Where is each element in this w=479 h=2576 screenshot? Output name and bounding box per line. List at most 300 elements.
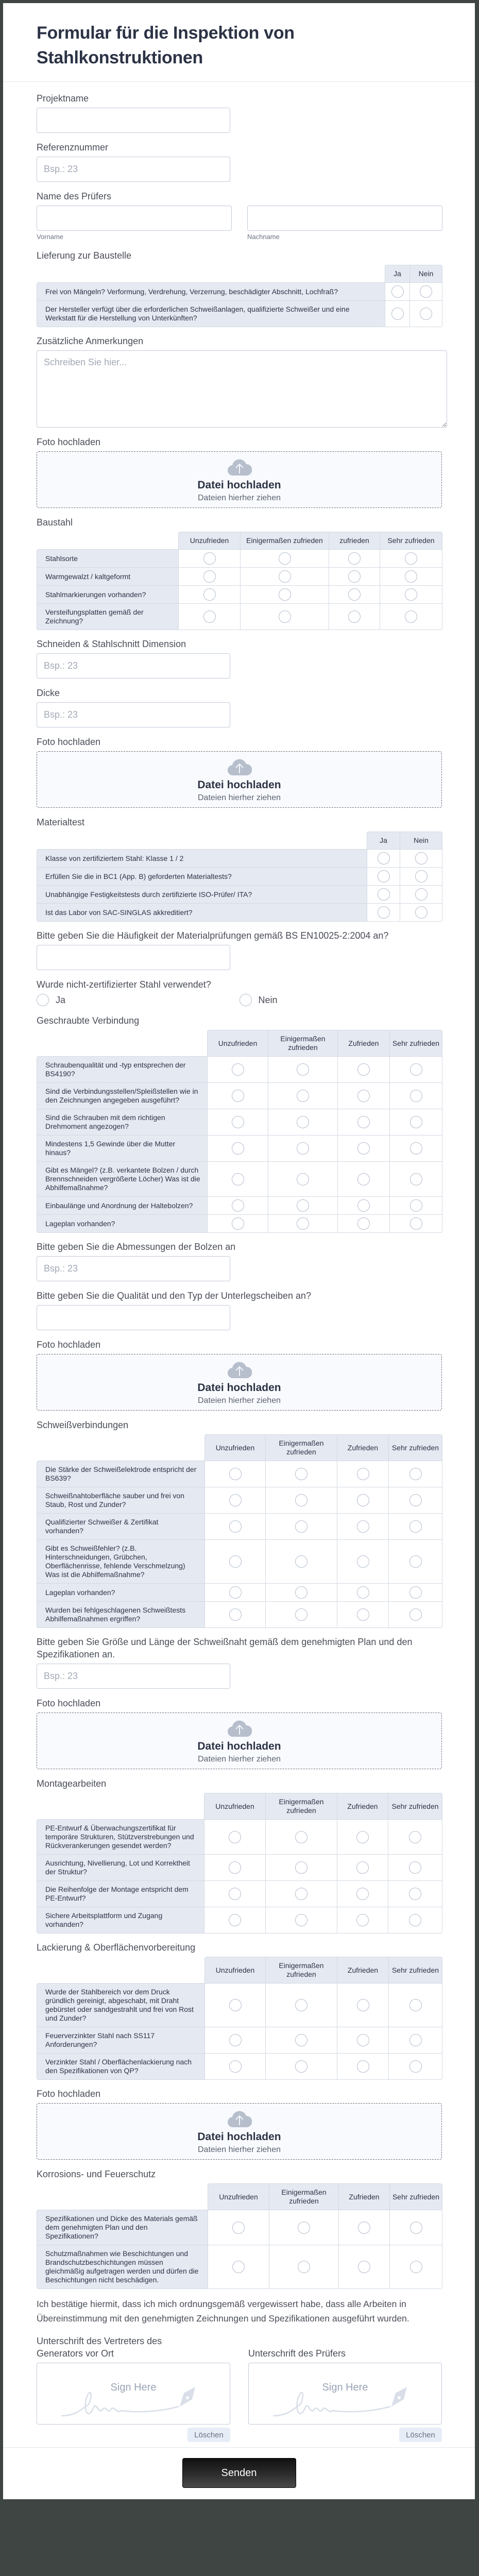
clear-signature-button[interactable]: Löschen (187, 2428, 230, 2442)
matrix-radio[interactable] (295, 1861, 307, 1874)
matrix-radio[interactable] (279, 588, 291, 601)
dicke-label: Dicke (37, 688, 60, 698)
dicke-field (37, 687, 442, 727)
matrix-radio[interactable] (358, 2222, 370, 2234)
matrix-cell (207, 1135, 268, 1162)
matrix-radio[interactable] (295, 1520, 307, 1533)
matrix-cell (204, 1539, 266, 1584)
matrix-radio[interactable] (357, 1142, 370, 1155)
matrix-row-label: Die Stärke der Schweißelektrode entspricht der BS639? (37, 1461, 205, 1487)
matrix-radio[interactable] (232, 1142, 244, 1155)
matrix-cell (367, 867, 400, 886)
matrix-radio[interactable] (229, 1608, 242, 1621)
matrix-radio[interactable] (203, 552, 216, 565)
montage-field (37, 1777, 442, 1933)
matrix-cell (388, 1880, 442, 1907)
matrix-cell (265, 1907, 337, 1934)
schweissnaht-label: Bitte geben Sie Größe und Länge der Schweißnaht gemäß dem genehmigten Plan und den Spezifikationen an. (37, 1637, 413, 1659)
matrix-row-label: Einbaulänge und Anordnung der Haltebolzen? (37, 1196, 208, 1215)
matrix-row-label: Die Reihenfolge der Montage entspricht dem PE-Entwurf? (37, 1880, 204, 1907)
matrix-radio[interactable] (356, 1888, 369, 1900)
referenznummer-input[interactable] (37, 157, 230, 182)
matrix-radio[interactable] (378, 870, 390, 883)
matrix-cell (265, 1880, 337, 1907)
matrix-cell (388, 2053, 442, 2080)
matrix-row-label: Gibt es Mängel? (z.B. verkantete Bolzen / durch Brennschneiden vergrößerte Löcher) Was ist die Abhilfemaßnahme? (37, 1161, 208, 1197)
form-card (3, 3, 475, 2499)
matrix-row-label: PE-Entwurf & Überwachungszertifikat für temporäre Strukturen, Stützverstrebungen und Rückverankerungen gesendet werden? (37, 1819, 204, 1855)
matrix-radio[interactable] (409, 2034, 422, 2046)
matrix-radio[interactable] (232, 1173, 244, 1185)
matrix-radio[interactable] (229, 2034, 242, 2046)
matrix-cell (265, 1513, 337, 1540)
matrix-cell (389, 1196, 442, 1215)
matrix-cell (409, 300, 442, 327)
matrix-cell (329, 585, 380, 604)
haeufigkeit-label: Bitte geben Sie die Häufigkeit der Materialprüfungen gemäß BS EN10025-2:2004 an? (37, 930, 389, 941)
matrix-column-header: Nein (400, 832, 442, 850)
unterlegscheiben-input[interactable] (37, 1305, 230, 1330)
matrix-cell (388, 1539, 442, 1584)
matrix-radio[interactable] (229, 1555, 242, 1568)
foto-upload-field (37, 2088, 442, 2160)
submit-button[interactable]: Senden (182, 2458, 296, 2488)
matrix-cell (240, 567, 329, 586)
matrix-row-label: Frei von Mängeln? Verformung, Verdrehung, Verzerrung, beschädigter Abschnitt, Lochfraß? (37, 282, 385, 301)
matrix-cell (207, 1161, 268, 1197)
unterlegscheiben-label: Bitte geben Sie die Qualität und den Typ der Unterlegscheiben an? (37, 1291, 312, 1301)
matrix-radio[interactable] (297, 1173, 309, 1185)
matrix-cell (338, 2210, 390, 2245)
matrix-radio[interactable] (415, 852, 427, 865)
matrix-row-label: Schraubenqualität und -typ entsprechen der BS4190? (37, 1056, 208, 1083)
matrix-radio[interactable] (409, 1494, 422, 1506)
matrix-column-header: Zufrieden (337, 1793, 388, 1820)
matrix-radio[interactable] (405, 611, 417, 623)
matrix-radio[interactable] (232, 1090, 244, 1102)
matrix-cell (204, 1907, 266, 1934)
matrix-radio[interactable] (409, 1888, 421, 1900)
matrix-radio[interactable] (229, 1861, 241, 1874)
upload-hint: Dateien hierher ziehen (198, 1396, 281, 1405)
matrix-radio[interactable] (410, 1217, 422, 1230)
materialtest-matrix (37, 832, 442, 921)
file-upload-dropzone[interactable] (37, 451, 442, 508)
matrix-radio[interactable] (295, 1888, 307, 1900)
matrix-cell (265, 1983, 337, 2027)
matrix-row-label: Verzinkter Stahl / Oberflächenlackierung nach den Spezifikationen von QP? (37, 2053, 205, 2080)
schneiden-label: Schneiden & Stahlschnitt Dimension (37, 639, 186, 649)
upload-title: Datei hochladen (197, 479, 281, 491)
matrix-radio[interactable] (409, 1999, 422, 2011)
matrix-cell (389, 1109, 442, 1136)
matrix-cell (268, 1056, 338, 1083)
matrix-cell (388, 1854, 442, 1881)
matrix-radio[interactable] (357, 1999, 369, 2011)
matrix-cell (204, 1513, 266, 1540)
matrix-radio[interactable] (357, 1063, 370, 1076)
file-upload-dropzone[interactable] (37, 2103, 442, 2160)
signature-pad-vertreter[interactable] (37, 2363, 230, 2425)
matrix-radio[interactable] (297, 1116, 309, 1128)
matrix-corner (37, 1793, 204, 1819)
matrix-radio[interactable] (203, 611, 216, 623)
referenznummer-field (37, 141, 442, 182)
projektname-label: Projektname (37, 93, 89, 104)
matrix-radio[interactable] (405, 552, 417, 565)
matrix-cell (207, 1056, 268, 1083)
matrix-row-label: Unabhängige Festigkeitstests durch zertifizierte ISO-Prüfer/ ITA? (37, 885, 367, 904)
matrix-radio[interactable] (356, 1914, 369, 1926)
matrix-column-header: Zufrieden (338, 2183, 390, 2210)
matrix-radio[interactable] (405, 588, 417, 601)
matrix-cell (367, 849, 400, 868)
matrix-radio[interactable] (232, 2261, 245, 2273)
projektname-input[interactable] (37, 108, 230, 133)
matrix-cell (329, 567, 380, 586)
first-name-sublabel: Vorname (37, 233, 64, 241)
upload-title: Datei hochladen (197, 779, 281, 791)
matrix-cell (389, 1135, 442, 1162)
matrix-cell (409, 282, 442, 301)
clear-signature-button[interactable]: Löschen (399, 2428, 442, 2442)
file-upload-dropzone[interactable] (37, 1713, 442, 1769)
matrix-cell (265, 1854, 337, 1881)
matrix-column-header: Einigermaßen zufrieden (265, 1957, 337, 1984)
matrix-corner (37, 1434, 204, 1461)
matrix-radio[interactable] (410, 1199, 422, 1212)
matrix-radio[interactable] (348, 611, 361, 623)
matrix-column-header: Unzufrieden (204, 1434, 266, 1461)
matrix-cell (337, 1196, 390, 1215)
matrix-cell (204, 1854, 266, 1881)
upload-hint: Dateien hierher ziehen (198, 2145, 281, 2154)
matrix-radio[interactable] (420, 285, 432, 298)
matrix-row-label: Ist das Labor von SAC-SINGLAS akkreditiert? (37, 903, 367, 922)
matrix-radio[interactable] (295, 1494, 307, 1506)
signature-row (37, 2335, 442, 2442)
matrix-radio[interactable] (357, 1555, 369, 1568)
matrix-radio[interactable] (409, 1555, 422, 1568)
matrix-radio[interactable] (357, 1173, 370, 1185)
matrix-cell (389, 2210, 442, 2245)
matrix-radio[interactable] (232, 1199, 244, 1212)
matrix-radio[interactable] (409, 1586, 422, 1599)
matrix-radio[interactable] (409, 2060, 422, 2073)
materialtest-label: Materialtest (37, 817, 85, 827)
matrix-cell (337, 1907, 388, 1934)
matrix-cell (337, 1513, 389, 1540)
geschraubt-matrix (37, 1030, 442, 1232)
matrix-radio[interactable] (295, 1914, 307, 1926)
matrix-column-header: Zufrieden (337, 1030, 390, 1057)
matrix-row-label: Schweißnahtoberfläche sauber und frei von Staub, Rost und Zunder? (37, 1487, 205, 1514)
matrix-cell (265, 1461, 337, 1487)
matrix-radio[interactable] (295, 1831, 307, 1843)
matrix-row-label: Feuerverzinkter Stahl nach SS117 Anforderungen? (37, 2027, 205, 2054)
matrix-radio[interactable] (229, 1586, 242, 1599)
matrix-radio[interactable] (409, 1914, 421, 1926)
matrix-cell (337, 1109, 390, 1136)
matrix-radio[interactable] (357, 1217, 370, 1230)
form-footer (3, 2447, 475, 2499)
matrix-cell (380, 567, 442, 586)
matrix-radio[interactable] (357, 1116, 370, 1128)
file-upload-dropzone[interactable] (37, 751, 442, 808)
matrix-radio[interactable] (229, 1888, 241, 1900)
matrix-cell (338, 2245, 390, 2289)
geschraubt-label: Geschraubte Verbindung (37, 1015, 140, 1026)
matrix-radio[interactable] (297, 1090, 309, 1102)
signature-pad-pruefer[interactable] (248, 2363, 442, 2425)
matrix-cell (208, 2245, 269, 2289)
geschraubt-field (37, 1014, 442, 1232)
last-name-sublabel: Nachname (247, 233, 280, 241)
matrix-radio[interactable] (391, 285, 404, 298)
korrosion-matrix (37, 2183, 442, 2289)
matrix-row-label: Gibt es Schweißfehler? (z.B. Hinterschneidungen, Grübchen, Oberflächenrisse, fehlende Verschmelzung) Was ist die Abhilfemaßnahme? (37, 1539, 205, 1584)
matrix-radio[interactable] (410, 1116, 422, 1128)
radio-button[interactable] (239, 994, 252, 1006)
matrix-cell (337, 2053, 389, 2080)
matrix-radio[interactable] (391, 308, 404, 320)
signature-pen-icon (272, 2384, 421, 2420)
matrix-radio[interactable] (378, 852, 390, 865)
matrix-radio[interactable] (232, 1116, 244, 1128)
matrix-cell (337, 1082, 390, 1109)
matrix-radio[interactable] (357, 2060, 369, 2073)
matrix-radio[interactable] (405, 570, 417, 583)
schweissnaht-field (37, 1636, 442, 1689)
matrix-radio[interactable] (415, 870, 427, 883)
matrix-column-header: Einigermaßen zufrieden (265, 1793, 337, 1820)
matrix-radio[interactable] (357, 1586, 369, 1599)
dicke-input[interactable] (37, 702, 230, 727)
lieferung-matrix (37, 265, 442, 327)
matrix-radio[interactable] (357, 2034, 369, 2046)
matrix-radio[interactable] (378, 888, 390, 901)
matrix-radio[interactable] (357, 1520, 369, 1533)
matrix-cell (269, 2245, 339, 2289)
matrix-column-header: Unzufrieden (204, 1793, 266, 1820)
matrix-cell (269, 2210, 339, 2245)
matrix-radio[interactable] (410, 2222, 422, 2234)
schweiss-field (37, 1419, 442, 1628)
matrix-row-label: Sind die Schrauben mit dem richtigen Drehmoment angezogen? (37, 1109, 208, 1136)
matrix-radio[interactable] (295, 1999, 307, 2011)
matrix-cell (178, 603, 241, 630)
matrix-radio[interactable] (357, 1090, 370, 1102)
matrix-row-label: Erfüllen Sie die in BC1 (App. B) geforderten Materialtests? (37, 867, 367, 886)
schneiden-input[interactable] (37, 653, 230, 679)
matrix-cell (388, 1601, 442, 1628)
matrix-cell (380, 603, 442, 630)
last-name-input[interactable] (247, 206, 442, 231)
baustahl-label: Baustahl (37, 517, 73, 528)
matrix-radio[interactable] (279, 611, 291, 623)
matrix-column-header: Zufrieden (337, 1434, 389, 1461)
matrix-radio[interactable] (232, 1217, 244, 1230)
matrix-column-header: Einigermaßen zufrieden (265, 1434, 337, 1461)
matrix-cell (388, 1513, 442, 1540)
matrix-column-header: Einigermaßen zufrieden (268, 1030, 338, 1057)
matrix-radio[interactable] (295, 2060, 307, 2073)
schweiss-label: Schweißverbindungen (37, 1420, 129, 1430)
first-name-input[interactable] (37, 206, 232, 231)
matrix-radio[interactable] (409, 1608, 422, 1621)
matrix-radio[interactable] (279, 552, 291, 565)
matrix-cell (385, 282, 410, 301)
matrix-cell (400, 867, 442, 886)
matrix-cell (268, 1082, 338, 1109)
signature-vertreter-label: Unterschrift des Vertreters des Generators vor Ort (37, 2336, 162, 2359)
matrix-cell (265, 1819, 337, 1855)
form-title: Formular für die Inspektion von Stahlkonstruktionen (37, 23, 295, 67)
matrix-row-label: Lageplan vorhanden? (37, 1214, 208, 1233)
anmerkungen-textarea[interactable] (37, 350, 447, 428)
matrix-cell (207, 1082, 268, 1109)
matrix-radio[interactable] (356, 1861, 369, 1874)
lackierung-matrix (37, 1957, 442, 2079)
matrix-cell (240, 603, 329, 630)
sign-here-placeholder: Sign Here (322, 2382, 368, 2393)
upload-title: Datei hochladen (197, 2131, 281, 2143)
schneiden-field (37, 638, 442, 679)
matrix-radio[interactable] (409, 1520, 422, 1533)
matrix-radio[interactable] (229, 1914, 241, 1926)
matrix-cell (178, 585, 241, 604)
matrix-column-header: zufrieden (329, 532, 380, 550)
file-upload-dropzone[interactable] (37, 1354, 442, 1411)
matrix-row-label: Stahlmarkierungen vorhanden? (37, 585, 179, 604)
matrix-radio[interactable] (348, 552, 361, 565)
matrix-radio[interactable] (378, 906, 390, 919)
matrix-row-label: Sichere Arbeitsplattform und Zugang vorhanden? (37, 1907, 204, 1934)
anmerkungen-label: Zusätzliche Anmerkungen (37, 336, 144, 346)
matrix-corner (37, 532, 178, 549)
radio-option-ja[interactable] (37, 994, 239, 1006)
matrix-radio[interactable] (357, 1494, 369, 1506)
matrix-radio[interactable] (410, 1063, 422, 1076)
matrix-column-header: Unzufrieden (207, 1030, 268, 1057)
matrix-radio[interactable] (410, 1173, 422, 1185)
matrix-corner (37, 1957, 204, 1983)
matrix-cell (204, 2053, 266, 2080)
matrix-cell (207, 1109, 268, 1136)
matrix-radio[interactable] (295, 1586, 307, 1599)
matrix-radio[interactable] (295, 1608, 307, 1621)
matrix-radio[interactable] (229, 1520, 242, 1533)
matrix-cell (400, 849, 442, 868)
cloud-upload-icon (227, 758, 252, 776)
radio-button[interactable] (37, 994, 49, 1006)
matrix-radio[interactable] (420, 308, 432, 320)
matrix-cell (268, 1214, 338, 1233)
matrix-radio[interactable] (356, 1831, 369, 1843)
matrix-radio[interactable] (409, 1831, 421, 1843)
haeufigkeit-input[interactable] (37, 945, 230, 970)
matrix-radio[interactable] (295, 1555, 307, 1568)
matrix-column-header: Zufrieden (337, 1957, 389, 1984)
matrix-radio[interactable] (229, 1494, 242, 1506)
cloud-upload-icon (227, 2110, 252, 2128)
matrix-cell (337, 1135, 390, 1162)
matrix-radio[interactable] (415, 906, 427, 919)
confirmation-text: Ich bestätige hiermit, dass ich mich ordnungsgemäß vergewissert habe, dass alle Arbeiten in Übereinstimmung mit den genehmigten Zeichnungen und Spezifikationen ausgeführt wurden. (37, 2299, 409, 2324)
matrix-column-header: Sehr zufrieden (388, 1434, 442, 1461)
baustahl-matrix (37, 532, 442, 630)
matrix-row-label: Stahlsorte (37, 549, 179, 568)
cloud-upload-icon (227, 1719, 252, 1738)
signature-pruefer-label: Unterschrift des Prüfers (248, 2348, 346, 2359)
matrix-column-header: Ja (367, 832, 400, 850)
matrix-radio[interactable] (410, 1142, 422, 1155)
matrix-radio[interactable] (297, 1142, 309, 1155)
matrix-radio[interactable] (348, 570, 361, 583)
matrix-radio[interactable] (232, 1063, 244, 1076)
matrix-radio[interactable] (298, 2222, 310, 2234)
matrix-radio[interactable] (229, 2060, 242, 2073)
matrix-cell (204, 1583, 266, 1602)
matrix-radio[interactable] (229, 1999, 242, 2011)
schweiss-matrix (37, 1434, 442, 1628)
matrix-radio[interactable] (298, 2261, 310, 2273)
matrix-radio[interactable] (229, 1468, 242, 1480)
matrix-radio[interactable] (203, 588, 216, 601)
matrix-radio[interactable] (279, 570, 291, 583)
foto-upload-label: Foto hochladen (37, 737, 101, 747)
matrix-radio[interactable] (357, 1199, 370, 1212)
matrix-radio[interactable] (410, 2261, 422, 2273)
matrix-row-label: Qualifizierter Schweißer & Zertifikat vorhanden? (37, 1513, 205, 1540)
matrix-corner (37, 2183, 208, 2210)
matrix-row-label: Sind die Verbindungsstellen/Spleißstellen wie in den Zeichnungen angegeben ausgeführt? (37, 1082, 208, 1109)
matrix-radio[interactable] (358, 2261, 370, 2273)
matrix-cell (178, 567, 241, 586)
matrix-cell (337, 1854, 388, 1881)
matrix-radio[interactable] (295, 2034, 307, 2046)
cloud-upload-icon (227, 1361, 252, 1379)
matrix-radio[interactable] (357, 1608, 369, 1621)
matrix-column-header: Ja (385, 265, 410, 283)
matrix-cell (337, 1601, 389, 1628)
matrix-radio[interactable] (348, 588, 361, 601)
matrix-radio[interactable] (410, 1090, 422, 1102)
matrix-radio[interactable] (297, 1217, 309, 1230)
matrix-radio[interactable] (203, 570, 216, 583)
form-header (3, 3, 475, 82)
matrix-radio[interactable] (409, 1468, 422, 1480)
abmessungen-input[interactable] (37, 1256, 230, 1281)
matrix-radio[interactable] (232, 2222, 245, 2234)
matrix-cell (204, 1461, 266, 1487)
matrix-radio[interactable] (409, 1861, 421, 1874)
matrix-radio[interactable] (295, 1468, 307, 1480)
matrix-cell (265, 1583, 337, 1602)
radio-option-nein[interactable] (239, 994, 442, 1006)
referenznummer-label: Referenznummer (37, 142, 109, 152)
matrix-radio[interactable] (297, 1063, 309, 1076)
matrix-radio[interactable] (229, 1831, 241, 1843)
matrix-radio[interactable] (357, 1468, 369, 1480)
matrix-radio[interactable] (297, 1199, 309, 1212)
matrix-cell (337, 1983, 389, 2027)
matrix-cell (389, 1082, 442, 1109)
matrix-radio[interactable] (415, 888, 427, 901)
matrix-cell (204, 1983, 266, 2027)
schweissnaht-input[interactable] (37, 1664, 230, 1689)
matrix-cell (400, 885, 442, 904)
